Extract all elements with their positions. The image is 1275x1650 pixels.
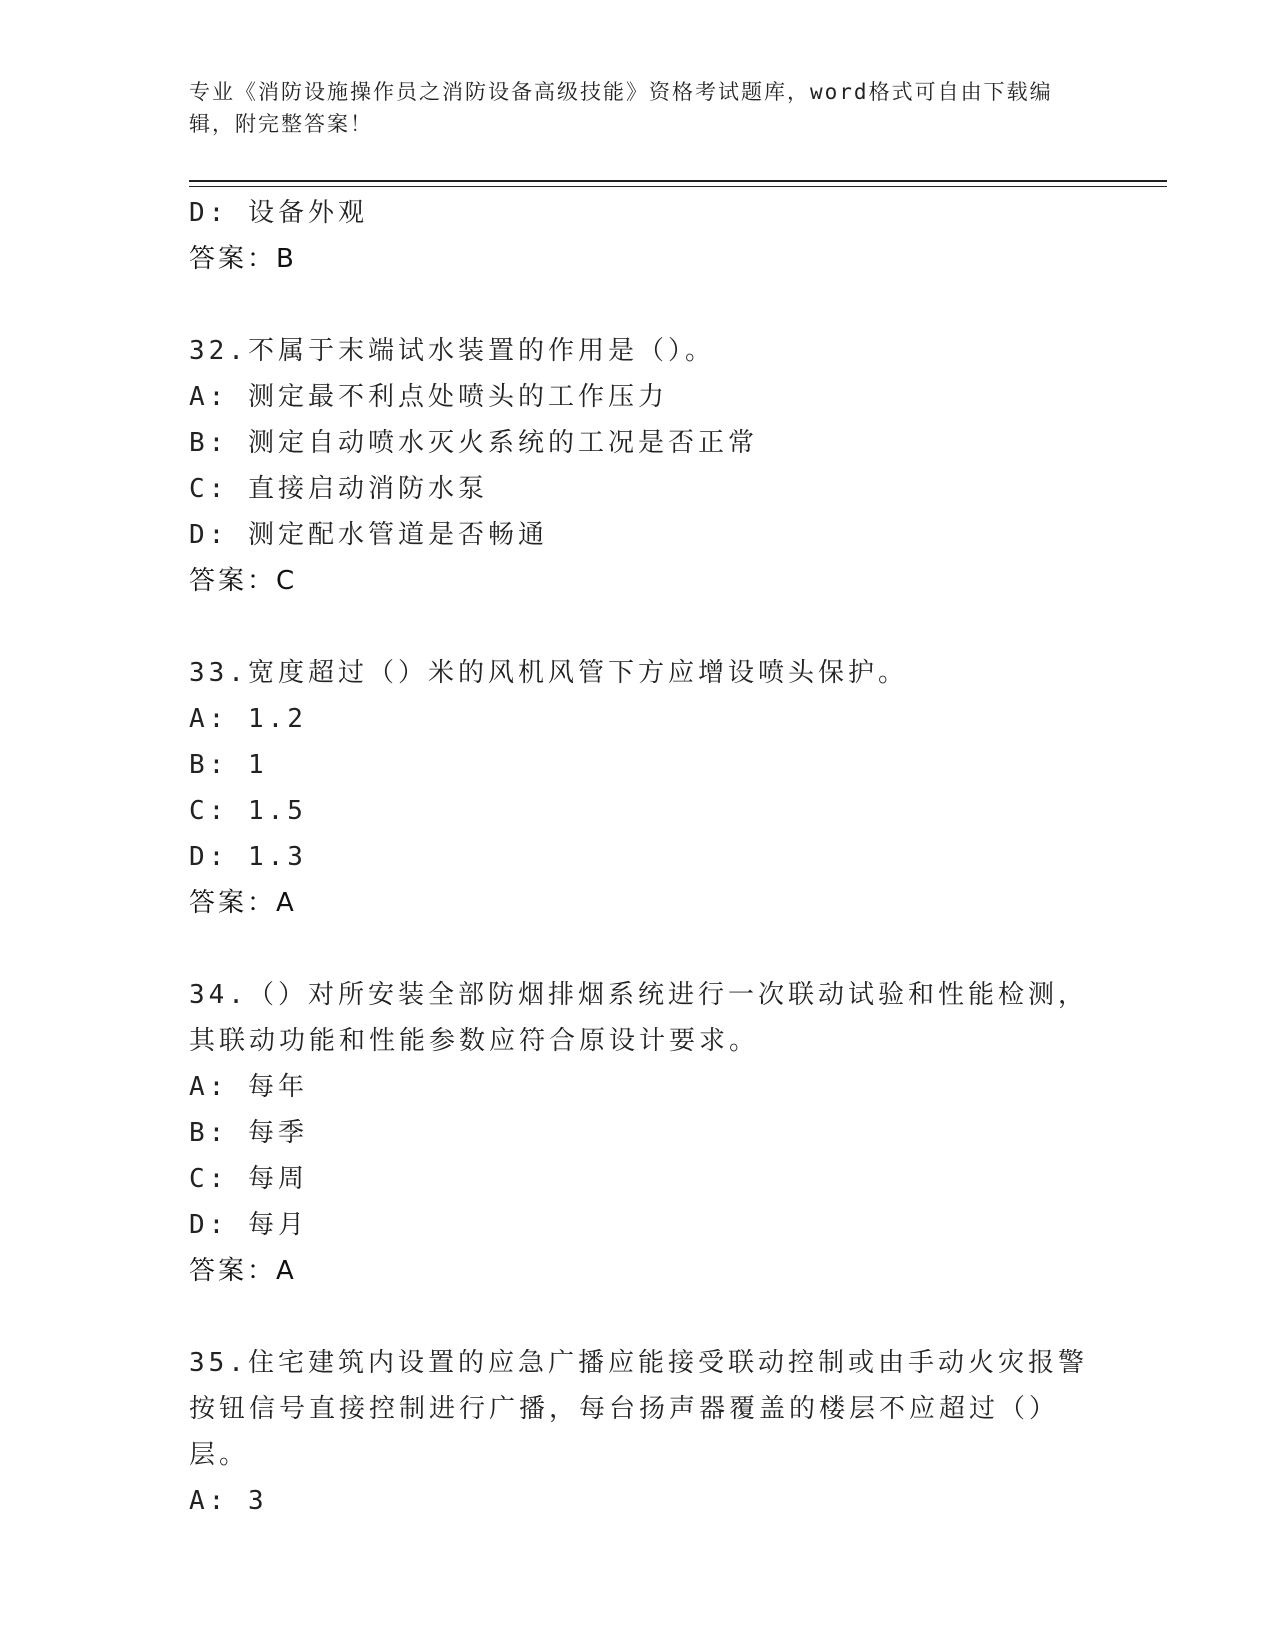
spacer — [189, 926, 1089, 972]
option-c: C: 直接启动消防水泵 — [189, 474, 488, 504]
answer-line: 答案：A — [189, 1256, 297, 1286]
question-text: 33.宽度超过（）米的风机风管下方应增设喷头保护。 — [189, 658, 908, 688]
spacer — [189, 1294, 1089, 1340]
option-c: C: 1.5 — [189, 796, 307, 826]
option-a: A: 1.2 — [189, 704, 307, 734]
answer-line: 答案：B — [189, 244, 297, 274]
option-a: A: 3 — [189, 1486, 268, 1516]
option-b: B: 每季 — [189, 1118, 308, 1148]
question-text: 32.不属于末端试水装置的作用是（）。 — [189, 336, 715, 366]
question-list — [189, 190, 1089, 1524]
option-d: D: 测定配水管道是否畅通 — [189, 520, 548, 550]
question-block-35 — [189, 1340, 1089, 1524]
spacer — [189, 282, 1089, 328]
option-a: A: 测定最不利点处喷头的工作压力 — [189, 382, 668, 412]
option-a: A: 每年 — [189, 1072, 308, 1102]
option-c: C: 每周 — [189, 1164, 308, 1194]
answer-line: 答案：C — [189, 566, 298, 596]
question-text: 35.住宅建筑内设置的应急广播应能接受联动控制或由手动火灾报警按钮信号直接控制进行广播，每台扬声器覆盖的楼层不应超过（）层。 — [189, 1348, 1088, 1470]
question-block-32 — [189, 328, 1089, 604]
option-d: D: 1.3 — [189, 842, 307, 872]
question-block-34 — [189, 972, 1089, 1294]
option-d: D: 每月 — [189, 1210, 308, 1240]
spacer — [189, 604, 1089, 650]
document-header — [189, 76, 1089, 140]
header-title: 专业《消防设施操作员之消防设备高级技能》资格考试题库，word格式可自由下载编辑，附完整答案！ — [189, 80, 1053, 136]
question-block-33 — [189, 650, 1089, 926]
option-b: B: 1 — [189, 750, 268, 780]
answer-line: 答案：A — [189, 888, 297, 918]
header-rule-thick — [189, 180, 1167, 182]
question-block-31 — [189, 190, 1089, 282]
question-text: 34.（）对所安装全部防烟排烟系统进行一次联动试验和性能检测，其联动功能和性能参数应符合原设计要求。 — [189, 980, 1088, 1056]
option-b: B: 测定自动喷水灭火系统的工况是否正常 — [189, 428, 758, 458]
option-d: D: 设备外观 — [189, 198, 368, 228]
header-rule-thin — [189, 186, 1167, 187]
